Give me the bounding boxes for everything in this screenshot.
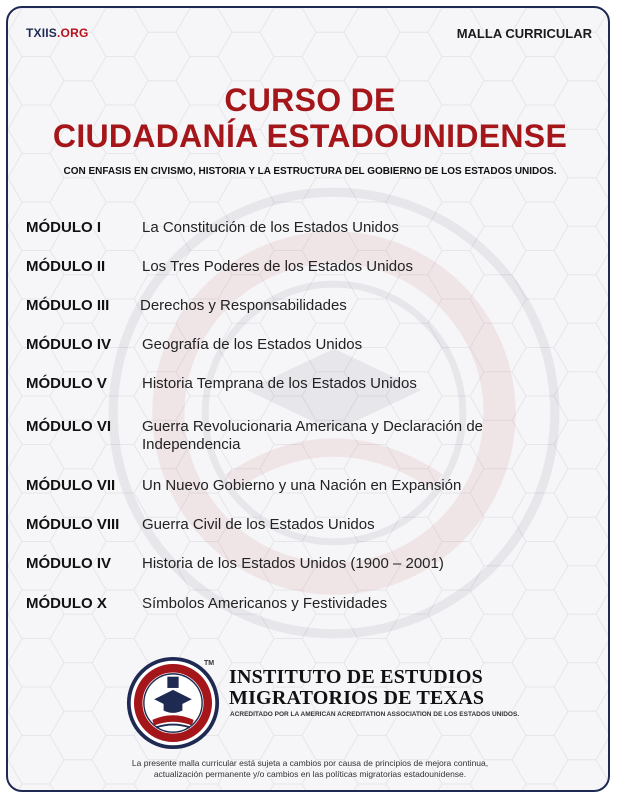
brand-domain: .ORG: [57, 26, 89, 40]
module-code: MÓDULO VII: [26, 477, 116, 494]
institute-name-line2: MIGRATORIOS DE TEXAS: [229, 687, 485, 709]
module-title: Símbolos Americanos y Festividades: [142, 595, 388, 612]
module-title: Guerra Revolucionaria Americana y Declaración de Independencia: [142, 418, 484, 453]
module-code: MÓDULO IV: [26, 555, 111, 572]
page-title-line2: CIUDADANÍA ESTADOUNIDENSE: [52, 118, 568, 154]
module-title: Derechos y Responsabilidades: [140, 297, 347, 314]
module-code: MÓDULO I: [26, 219, 101, 236]
module-title: Historia de los Estados Unidos (1900 – 2001): [142, 555, 444, 572]
module-title: Historia Temprana de los Estados Unidos: [142, 375, 417, 392]
module-code: MÓDULO V: [26, 375, 107, 392]
institute-name-line1: INSTITUTO DE ESTUDIOS: [229, 666, 483, 688]
page-subtitle: CON ENFASIS EN CIVISMO, HISTORIA Y LA ESTRUCTURA DEL GOBIERNO DE LOS ESTADOS UNIDOS.: [63, 166, 557, 177]
module-title: Guerra Civil de los Estados Unidos: [142, 516, 375, 533]
footnote-line1: La presente malla curricular está sujeta a cambios por causa de principios de mejora continua,: [131, 758, 489, 768]
trademark-label: TM: [204, 660, 215, 667]
footnote-line2: actualización permanente y/o cambios en las políticas migratorias estadounidense.: [153, 769, 467, 779]
brand-name: TXIIS: [26, 26, 58, 40]
institute-logo-icon: [126, 656, 220, 750]
module-title: Geografía de los Estados Unidos: [142, 336, 363, 353]
document-label: MALLA CURRICULAR: [456, 26, 592, 41]
seal-watermark: [104, 183, 564, 643]
module-code: MÓDULO VI: [26, 418, 111, 435]
footnote: [8, 758, 610, 780]
module-title: La Constitución de los Estados Unidos: [142, 219, 399, 236]
module-code: MÓDULO III: [26, 297, 110, 314]
institute-name: [229, 667, 484, 709]
accreditation-text: ACREDITADO POR LA AMERICAN ACREDITATION ASSOCIATION DE LOS ESTADOS UNIDOS.: [230, 711, 520, 718]
module-code: MÓDULO IV: [26, 336, 111, 353]
module-code: MÓDULO X: [26, 595, 107, 612]
site-brand: [26, 26, 88, 40]
page-title-line1: CURSO DE: [224, 82, 396, 118]
module-title: Los Tres Poderes de los Estados Unidos: [142, 258, 413, 275]
curriculum-card: [6, 6, 610, 792]
module-code: MÓDULO II: [26, 258, 106, 275]
module-code: MÓDULO VIII: [26, 516, 120, 533]
module-title: Un Nuevo Gobierno y una Nación en Expansión: [142, 477, 462, 494]
